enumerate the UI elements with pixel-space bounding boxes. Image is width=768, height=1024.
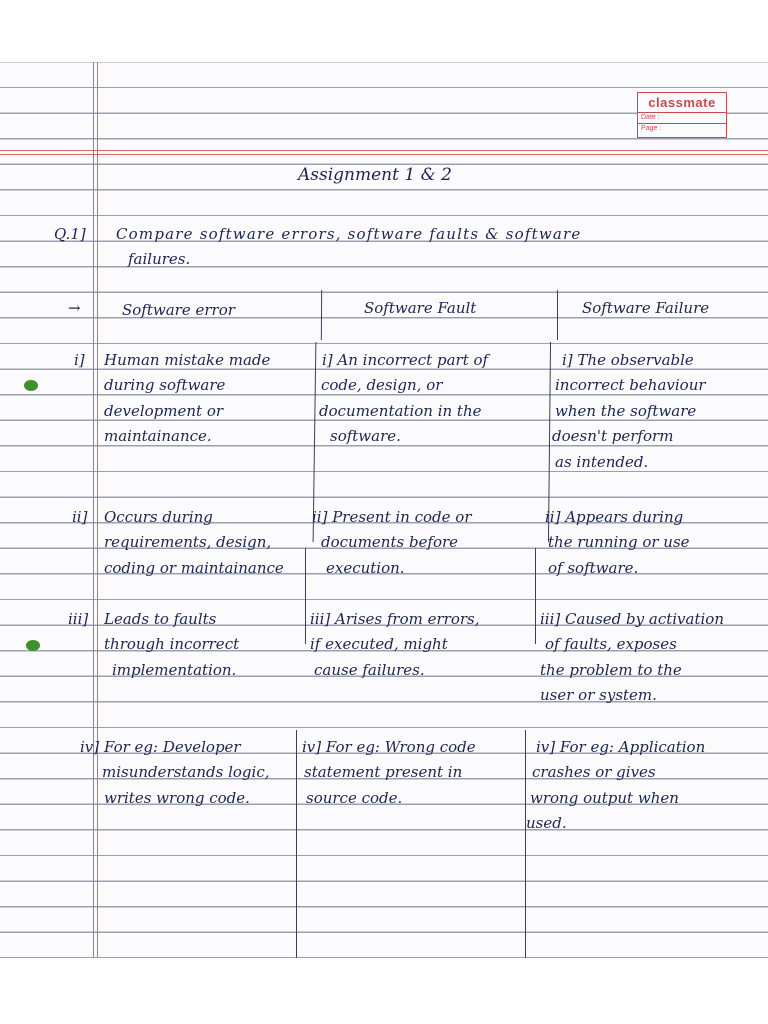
failure-cell-line: wrong output when [530, 789, 679, 807]
failure-cell-line: iv] For eg: Application [536, 738, 706, 756]
classmate-stamp [637, 92, 727, 138]
failure-cell-line: of faults, exposes [545, 635, 677, 653]
margin-line [93, 62, 94, 958]
error-cell-line: during software [104, 376, 226, 394]
fault-cell-line: ii] Present in code or [312, 508, 472, 526]
column-divider [305, 548, 306, 644]
row-number: iii] [68, 610, 89, 628]
error-cell-line: coding or maintainance [104, 559, 284, 577]
failure-cell-line: when the software [555, 402, 697, 420]
fault-cell-line: statement present in [304, 763, 463, 781]
fault-cell-line: cause failures. [314, 661, 425, 679]
row-number: i] [74, 351, 85, 369]
error-cell-line: maintainance. [104, 427, 212, 445]
failure-cell-line: as intended. [555, 453, 649, 471]
green-mark [26, 640, 40, 651]
failure-cell-line: used. [526, 814, 567, 832]
failure-cell-line: ii] Appears during [545, 508, 684, 526]
column-divider [296, 730, 297, 958]
stamp-date-label: Date : [638, 113, 726, 124]
page-title: Assignment 1 & 2 [298, 165, 452, 185]
row-number: iv] [80, 738, 100, 756]
failure-cell-line: incorrect behaviour [555, 376, 706, 394]
error-cell-line: requirements, design, [104, 533, 272, 551]
error-cell-line: misunderstands logic, [102, 763, 270, 781]
fault-cell-line: code, design, or [321, 376, 443, 394]
error-cell-line: Occurs during [104, 508, 213, 526]
fault-cell-line: source code. [306, 789, 403, 807]
fault-cell-line: if executed, might [310, 635, 448, 653]
question-number: Q.1] [54, 225, 86, 243]
error-cell-line: development or [104, 402, 224, 420]
header-software-failure: Software Failure [582, 299, 710, 317]
failure-cell-line: the problem to the [540, 661, 682, 679]
fault-cell-line: documents before [321, 533, 459, 551]
failure-cell-line: the running or use [548, 533, 690, 551]
header-line [0, 150, 768, 151]
error-cell-line: writes wrong code. [104, 789, 250, 807]
failure-cell-line: iii] Caused by activation [540, 610, 724, 628]
margin-line [97, 62, 98, 958]
error-cell-line: through incorrect [104, 635, 240, 653]
notebook-page [0, 62, 768, 958]
column-divider [535, 548, 536, 644]
question-text-line2: failures. [128, 250, 191, 268]
header-line [0, 154, 768, 155]
failure-cell-line: of software. [548, 559, 639, 577]
fault-cell-line: i] An incorrect part of [322, 351, 489, 369]
fault-cell-line: iv] For eg: Wrong code [302, 738, 476, 756]
error-cell-line: Human mistake made [104, 351, 271, 369]
stamp-page-label: Page : [641, 125, 662, 132]
question-text-line1: Compare software errors, software faults & software [116, 225, 582, 243]
header-software-fault: Software Fault [364, 299, 477, 317]
error-cell-line: For eg: Developer [104, 738, 241, 756]
fault-cell-line: software. [330, 427, 401, 445]
error-cell-line: implementation. [112, 661, 237, 679]
failure-cell-line: crashes or gives [532, 763, 656, 781]
header-software-error: Software error [122, 301, 235, 319]
fault-cell-line: documentation in the [319, 402, 482, 420]
failure-cell-line: i] The observable [562, 351, 694, 369]
fault-cell-line: iii] Arises from errors, [310, 610, 480, 628]
error-cell-line: Leads to faults [104, 610, 217, 628]
green-mark [24, 380, 38, 391]
table-arrow: → [68, 299, 81, 317]
column-divider [525, 730, 526, 958]
failure-cell-line: doesn't perform [552, 427, 674, 445]
column-divider [557, 290, 558, 340]
fault-cell-line: execution. [326, 559, 405, 577]
failure-cell-line: user or system. [540, 686, 657, 704]
column-divider [321, 290, 323, 340]
stamp-brand: classmate [638, 93, 726, 113]
row-number: ii] [72, 508, 88, 526]
